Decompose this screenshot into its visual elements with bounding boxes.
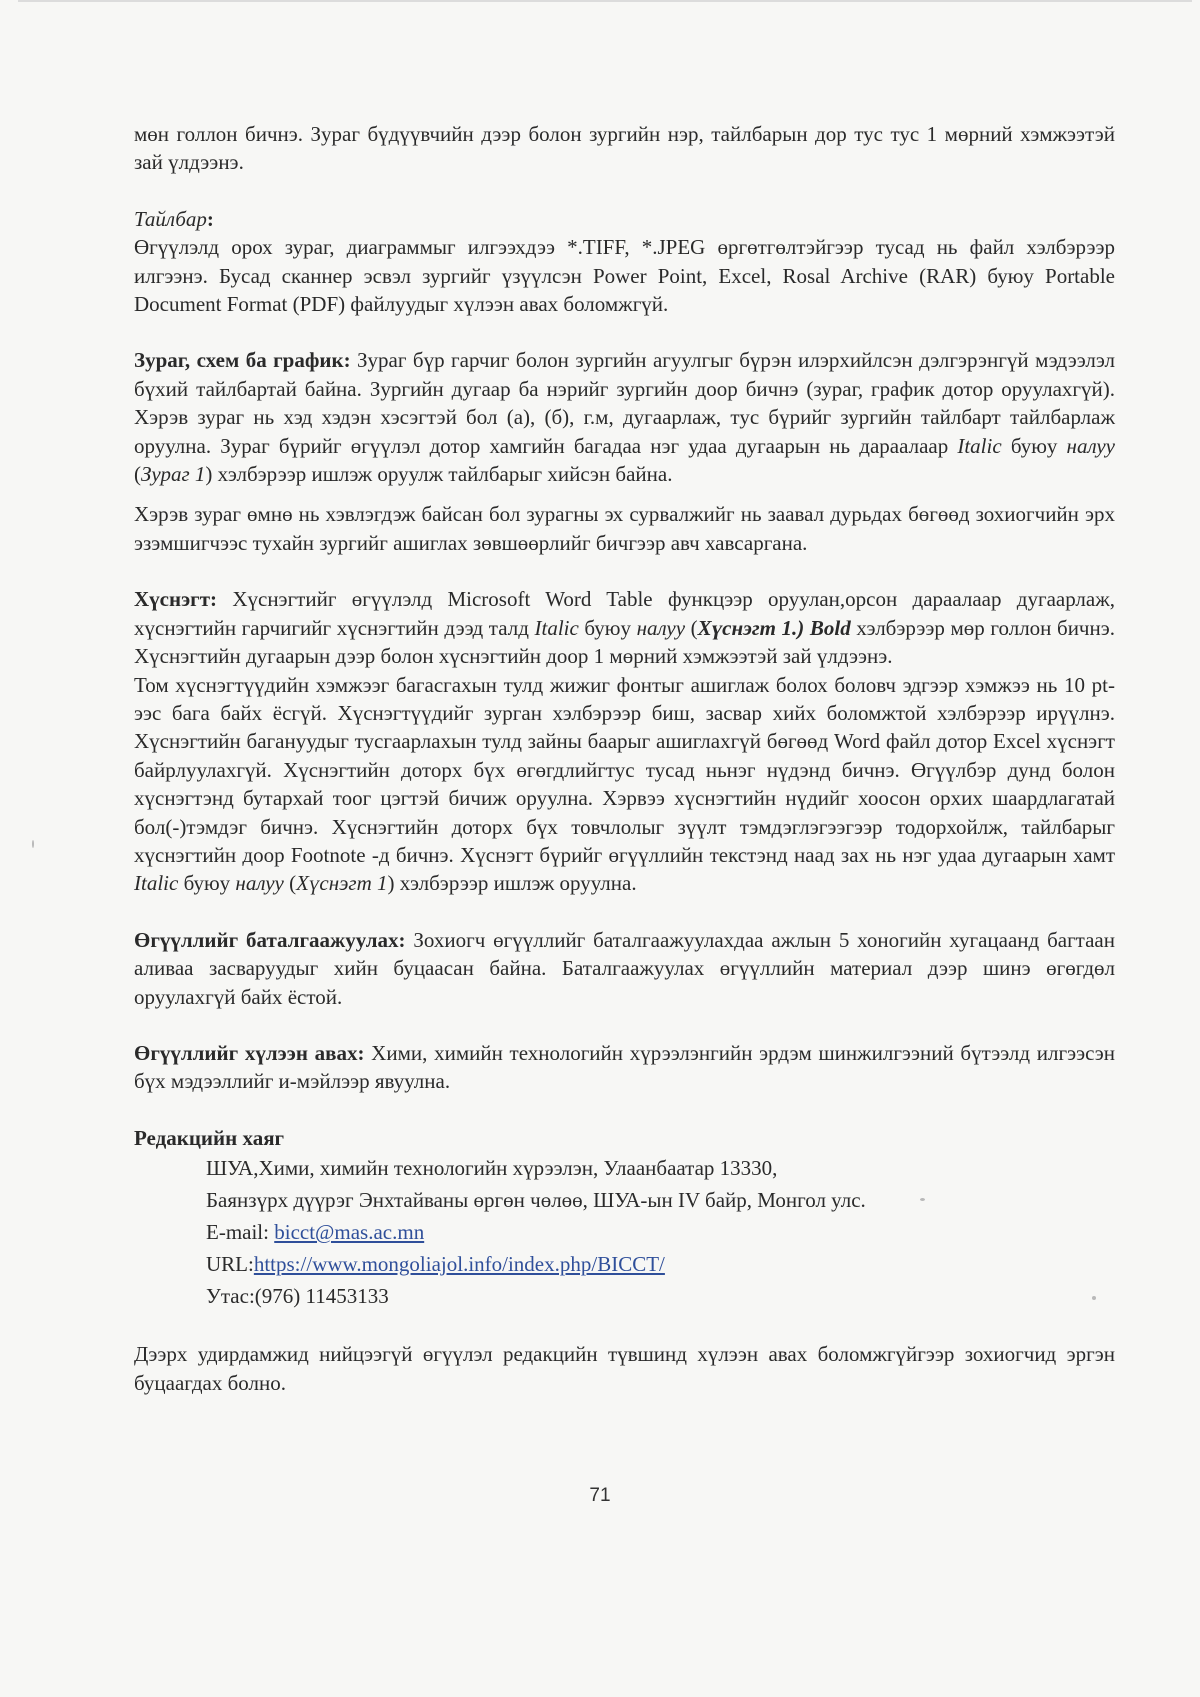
editorial-heading: Редакцийн хаяг [134,1125,285,1150]
paragraph-figures: Зураг, схем ба график: Зураг бүр гарчиг болон зургийн агуулгыг бүрэн илэрхийлсэн дэлгэрэнгүй мэдээлэл бүхий тайлбартай байна. Зургийн дугаар ба нэрийг зургийн доор бичнэ (зураг, график дотор оруулахгүй). Хэрэв зураг нь хэд хэдэн хэсэгтэй бол (а), (б), г.м, дугаарлаж, тус бүрийг зургийн тайлбарт тайлбарлаж оруулна. Зураг бүрийг өгүүлэл дотор хамгийн багадаа нэг удаа дугаарын нь дараалаар Italic буюу налуу (Зураг 1) хэлбэрээр ишлэж оруулж тайлбарыг хийсэн байна. [134,348,1115,487]
scan-speck [1092,1296,1096,1300]
editorial-address [134,1152,1115,1312]
paragraph-receipt: Өгүүллийг хүлээн авах: Хими, химийн технологийн хүрээлэнгийн эрдэм шинжилгээний бүтээлд илгээсэн бүх мэдээллийг и-мэйлээр явуулна. [134,1040,1115,1094]
figures-heading: Зураг, схем ба график: [134,348,351,373]
paragraph-file-formats: Өгүүлэлд орох зураг, диаграммыг илгээхдээ *.TIFF, *.JPEG өргөтгөлтэйгээр тусад нь файл хэлбэрээр илгээнэ. Бусад сканнер эсвэл зургийг үзүүлсэн Power Point, Excel, Rosal Archive (RAR) буюу Portable Document Format (PDF) файлуудыг хүлээн авах боломжгүй. [134,235,1115,317]
paragraph-table-rules: Том хүснэгтүүдийн хэмжээг багасгахын тулд жижиг фонтыг ашиглаж болох боловч эдгээр хэмжээ нь 10 pt-ээс бага байх ёсгүй. Хүснэгтүүдийг зурган хэлбэрээр биш, засвар хийх боломжтой хэлбэрээр ирүүлнэ. Хүснэгтийн багануудыг тусгаарлахын тулд зайны баарыг ашиглахгүй бөгөөд Word файл дотор Excel хүснэгт байрлуулахгүй. Хүснэгтийн доторх бүх өгөгдлийгтус тусад ньнэг нүдэнд бичнэ. Өгүүлбэр дунд болон хүснэгтэнд бутархай тоог цэгтэй бичиж оруулна. Хэрвээ хүснэгтийн нүдийг хоосон орхих шаардлагатай бол(-)тэмдэг бичнэ. Хүснэгтийн доторх бүх товчлолыг зүүлт тэмдэглэгээгээр тодорхойлж, тайлбарыг хүснэгтийн доор Footnote -д бичнэ. Хүснэгт бүрийг өгүүллийн текстэнд наад зах нь нэг удаа дугаарын хамт Italic буюу налуу (Хүснэгт 1) хэлбэрээр ишлэж оруулна. [134,672,1115,896]
paragraph-closing: Дээрх удирдамжид нийцээгүй өгүүлэл редакцийн түвшинд хүлээн авах боломжгүйгээр зохиогчид эргэн буцаагдах болно. [134,1342,1115,1395]
scan-speck [32,840,34,848]
address-line-2: Баянзүрх дүүрэг Энхтайваны өргөн чөлөө, ШУА-ын IV байр, Монгол улс. [206,1188,866,1213]
receipt-heading: Өгүүллийг хүлээн авах: [134,1040,365,1065]
url-link[interactable]: https://www.mongoliajol.info/index.php/BICCT/ [253,1252,665,1277]
paragraph-figure-spacing: мөн голлон бичнэ. Зураг бүдүүвчийн дээр болон зургийн нэр, тайлбарын дор тус тус 1 мөрний хэмжээтэй зай үлдээнэ. [134,122,1115,175]
email-link[interactable]: bicct@mas.ac.mn [274,1220,425,1245]
phone-line: Утас:(976) 11453133 [206,1284,389,1309]
url-line: URL:https://www.mongoliajol.info/index.php/BICCT/ [206,1252,665,1277]
paragraph-proof: Өгүүллийг баталгаажуулах: Зохиогч өгүүллийг баталгаажуулахдаа ажлын 5 хоногийн хугацаанд багтаан аливаа засваруудыг хийн буцаасан байна. Баталгаажуулах өгүүллийн материал дээр шинэ өгөгдөл оруулахгүй байх ёстой. [134,927,1115,1009]
note-label: Тайлбар [134,206,207,231]
email-line: E-mail: bicct@mas.ac.mn [206,1220,425,1245]
proof-heading: Өгүүллийг баталгаажуулах: [134,927,406,952]
note-heading [134,205,1115,233]
page-content [134,120,1115,1397]
paragraph-tables: Хүснэгт: Хүснэгтийг өгүүлэлд Microsoft Word Table функцээр оруулан,орсон дараалаар дугаарлаж, хүснэгтийн гарчигийг хүснэгтийн дээд талд Italic буюу налуу (Хүснэгт 1.) Bold хэлбэрээр мөр голлон бичнэ. Хүснэгтийн дугаарын дээр болон хүснэгтийн доор 1 мөрний хэмжээтэй зай үлдээнэ. [134,587,1115,669]
scan-speck [920,1198,925,1201]
scan-edge [18,0,1192,2]
page-number: 71 [589,1485,611,1506]
tables-heading: Хүснэгт: [134,587,218,612]
paragraph-figure-copyright: Хэрэв зураг өмнө нь хэвлэгдэж байсан бол зурагны эх сурвалжийг нь заавал дурьдах бөгөөд зохиогчийн эрх эзэмшигчээс тухайн зургийг ашиглах зөвшөөрлийг бичгээр авч хавсаргана. [134,502,1115,555]
address-line-1: ШУА,Хими, химийн технологийн хүрээлэн, Улаанбаатар 13330, [206,1156,778,1181]
note-colon: : [206,206,214,231]
